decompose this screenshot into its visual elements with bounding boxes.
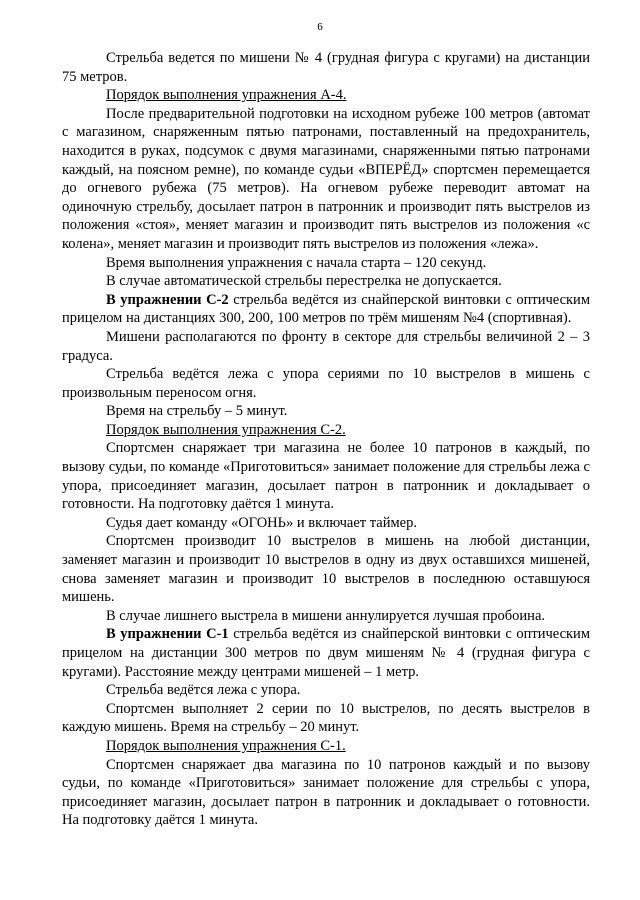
paragraph [62,272,590,291]
paragraph-text: Спортсмен выполняет 2 серии по 10 выстрелов, по десять выстрелов в каждую мишень. Время на стрельбу – 20 минут. [62,700,590,736]
paragraph [62,254,590,273]
paragraph-text: После предварительной подготовки на исходном рубеже 100 метров (автомат с магазином, снаряженным пятью патронами, поставленный на предохранитель, находится в руках, подсумок с двумя магазинами, снаряженными пятью патронами каждый, на поясном ремне), по команде судьи «ВПЕРЁД» спортсмен перемещается до огневого рубежа (75 метров). На огневом рубеже переводит автомат на одиночную стрельбу, досылает патрон в патронник и производит пять выстрелов из положения «стоя», меняет магазин и производит пять выстрелов из положения «с колена», меняет магазин и производит пять выстрелов из положения «лежа». [62,105,590,252]
paragraph-text: Спортсмен производит 10 выстрелов в мишень на любой дистанции, заменяет магазин и производит 10 выстрелов в одну из двух оставшихся мишеней, снова заменяет магазин и производит 10 выстрелов в последнюю оставшуюся мишень. [62,533,590,606]
paragraph [62,607,590,626]
paragraph [62,49,590,86]
paragraph [62,365,590,402]
exercise-title: В упражнении С-2 [106,291,229,308]
paragraph [62,681,590,700]
paragraph-text: Спортсмен снаряжает три магазина не более 10 патронов в каждый, по вызову судьи, по команде «Приготовиться» занимает положение для стрельбы лежа с упора, присоединяет магазин, досылает патрон в патронник и докладывает о готовности. На подготовку даётся 1 минута. [62,440,590,513]
paragraph [62,328,590,365]
paragraph [62,105,590,254]
paragraph [62,625,590,681]
paragraph [62,700,590,737]
paragraph-text: В случае автоматической стрельбы перестрелка не допускается. [106,273,502,290]
section-heading [62,421,590,440]
heading-text: Порядок выполнения упражнения А-4. [106,87,347,104]
paragraph [62,439,590,513]
heading-text: Порядок выполнения упражнения С-2. [106,421,346,438]
paragraph-text: Стрельба ведется по мишени № 4 (грудная фигура с кругами) на дистанции 75 метров. [62,50,590,85]
paragraph-text: В случае лишнего выстрела в мишени аннулируется лучшая пробоина. [106,607,546,624]
paragraph-text: Стрельба ведётся лежа с упора. [106,682,301,699]
section-heading [62,737,590,756]
exercise-title: В упражнении С-1 [106,626,229,643]
paragraph [62,291,590,328]
paragraph [62,402,590,421]
paragraph-text: стрельба ведётся из снайперской винтовки с оптическим прицелом на дистанции 300 метров по двум мишеням № 4 (грудная фигура с кругами). Расстояние между центрами мишеней – 1 метр. [62,626,590,680]
document-body [62,49,590,830]
paragraph [62,514,590,533]
paragraph-text: Спортсмен снаряжает два магазина по 10 патронов каждый и по вызову судьи, по команде «Приготовиться» занимает положение для стрельбы с упора, присоединяет магазин, досылает патрон в патронник и докладывает о готовности. На подготовку даётся 1 минута. [62,756,590,829]
paragraph [62,756,590,830]
paragraph-text: Стрельба ведётся лежа с упора сериями по 10 выстрелов в мишень с произвольным переносом огня. [62,366,590,401]
page-number: 6 [317,21,323,33]
paragraph-text: Время выполнения упражнения с начала старта – 120 секунд. [106,254,487,271]
heading-text: Порядок выполнения упражнения С-1. [106,737,346,754]
paragraph-text: стрельба ведётся из снайперской винтовки с оптическим прицелом на дистанциях 300, 200, 100 метров по трём мишеням №4 (спортивная). [62,291,590,327]
paragraph [62,532,590,606]
paragraph-text: Судья дает команду «ОГОНЬ» и включает таймер. [106,514,417,531]
section-heading [62,86,590,105]
paragraph-text: Время на стрельбу – 5 минут. [106,403,288,420]
paragraph-text: Мишени располагаются по фронту в секторе для стрельбы величиной 2 – 3 градуса. [62,328,590,364]
